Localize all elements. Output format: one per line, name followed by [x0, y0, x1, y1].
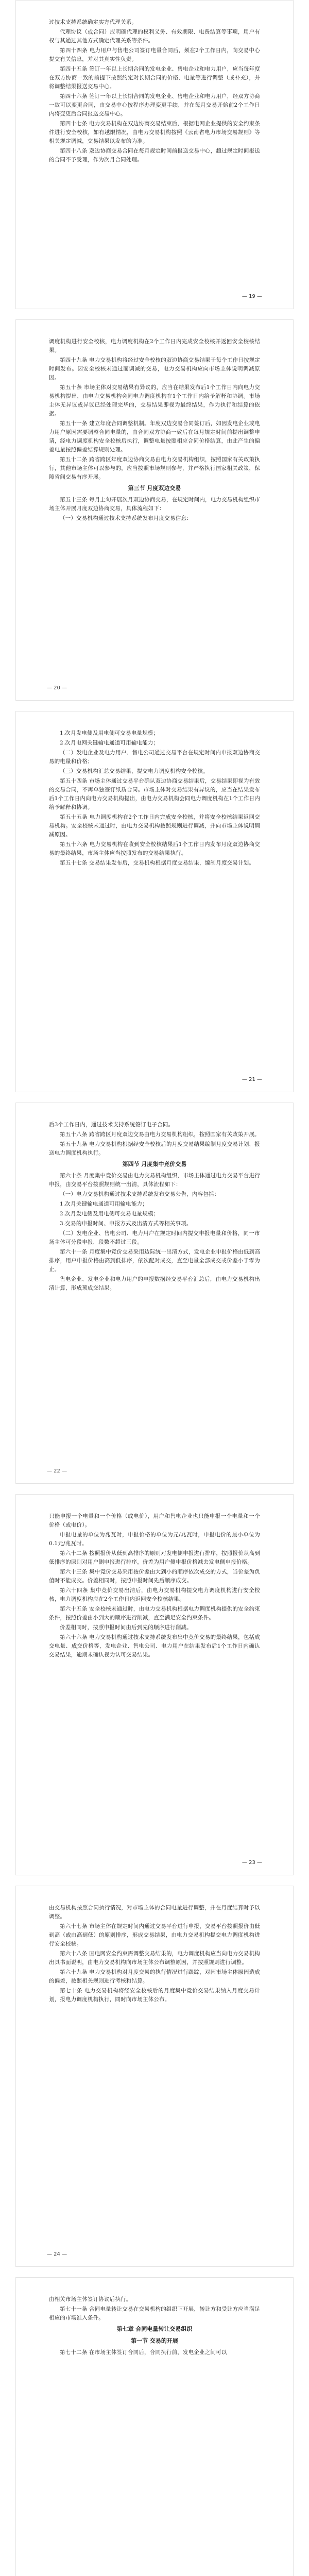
paragraph: （二）发电企业、售电公司、电力用户在规定时间内提交申报电量和价格，同一市场主体可分段申报，段数不超过三段。: [49, 1230, 260, 1245]
paragraph: 后3个工作日内，通过技术支持系统签订电子合同。: [49, 1122, 174, 1128]
section-heading: 第四节 月度集中竞价交易: [122, 1161, 187, 1167]
paragraph: 第六十三条 集中竞价交易采用按价差由大到小的顺序依次成交的方式，当价差为负值时不能成交。价差相同时，按照申报时间先后顺序成交。: [49, 1569, 260, 1584]
paragraph: 第四十四条 电力用户与售电公司签订电量合同后，须在2个工作日内，向交易中心提交有关信息，并对其真实性负责。: [49, 47, 260, 62]
paragraph: 3.交易的申报时间、申报方式及出清方式等相关事项。: [60, 1221, 192, 1227]
paragraph: 第五十二条 跨省跨区年度双边协商交易由电力交易机构组织，按照国家有关政策执行，其他市场主体可以参与的，应当按照市场规则参与，并严格执行国家相关政策，保障省间交易有序开展。: [49, 456, 260, 480]
paragraph: 2.次月发电侧及用电侧可交易电量规模；: [60, 1211, 159, 1217]
paragraph: 第六十八条 因电网安全约束需调整交易结果的，电力调度机构应当向电力交易机构出具书面说明，由电力交易机构向市场主体公布调整原因，并按照规则进行调整。: [49, 1951, 260, 1965]
paragraph: 第四十九条 电力交易机构将经过安全校核的双边协商交易结果于每个工作日按规定时间发布。因安全校核未通过而调减的交易，电力交易机构应向市场主体说明调减原因。: [49, 357, 260, 381]
page-number: — 20 —: [47, 685, 67, 691]
paragraph: 过技术支持系统确定实方代理关系。: [49, 19, 138, 25]
paragraph: 价差相同时，按照申报时间由后到先的顺序进行削减。: [60, 1624, 192, 1631]
document-page-2: [15, 319, 294, 701]
paragraph: 代理协议（或合同）应明确代理的权利义务、有效期限、电费结算等事项，用户有权与其通过其他方式确定代理关系等条件。: [49, 29, 260, 44]
paragraph: 第五十六条 电力交易机构在收到安全校核结果后1个工作日内发布月度双边协商交易的最终结果，市场主体应当按照发布的交易结果执行。: [49, 841, 260, 856]
paragraph: （一）电力交易机构通过技术支持系统发布交易公告，内容包括：: [60, 1191, 220, 1197]
paragraph: 第六十七条 市场主体在规定时间内通过交易平台进行申报，交易平台按照报价由低到高（或由高到低）的原则排序，形成交易结果，由电力交易机构提交电力调度机构进行安全校核。: [49, 1923, 260, 1947]
page-number: — 24 —: [47, 2251, 67, 2257]
paragraph: 第六十五条 安全校核未通过时，由电力交易机构根据电力调度机构提供的安全约束条件，按照价差由小到大的顺序进行削减，直至满足安全约束条件。: [49, 1606, 260, 1621]
paragraph: 第五十五条 电力调度机构在2个工作日内完成安全校核，并将安全校核结果返回交易机构。安全校核未通过时，由电力交易机构按照规则进行调减，并向市场主体说明调减原因。: [49, 814, 260, 838]
paragraph: 第六十条 月度集中竞价交易由电力交易机构组织，市场主体通过电力交易平台进行申报，由交易平台按照规则统一出清，具体流程如下：: [49, 1173, 260, 1188]
document-page-5: [15, 1494, 294, 1875]
document-page-6: [15, 1886, 294, 2267]
paragraph: 第四十六条 签订一年以上长期合同的发电企业、售电企业和电力用户，经双方协商一致可以变更合同，由交易中心按程序办理变更手续，并在每月交易开始前2个工作日内将变更后合同报送交易中心。: [49, 93, 260, 117]
paragraph: 第六十九条 电力交易机构对月度交易的执行情况进行跟踪，对因市场主体原因造成的偏差，按照相关规则进行考核和结算。: [49, 1969, 260, 1984]
paragraph: 第五十四条 市场主体通过交易平台确认双边协商交易结果后，交易结果即视为有效的交易合同，不再单独签订纸质合同。市场主体对交易结果有异议的，应当在结果发布后1个工作日内向电力交易机构提出，由电力交易机构会同电力调度机构在1个工作日内给予解释和协调。: [49, 778, 260, 810]
paragraph: 1.次月发电侧及用电侧可交易电量规模；: [60, 730, 159, 736]
page-number: — 23 —: [242, 1860, 262, 1866]
paragraph: 只能申报一个电量和一个价格（或电价），用户和售电企业也只能申报一个电量和一个价格（或电价）。: [49, 1513, 260, 1528]
paragraph: 第四十七条 电力交易机构在双边协商交易结束后，根据电网企业提供的安全约束条件进行安全校核，如有越限情况，由电力交易机构按照《云南省电力市场交易规则》等相关规定调减，交易结果以发布的为准。: [49, 121, 260, 144]
paragraph: 第五十七条 交易结果发布后，交易机构根据月度交易结果，编制月度交易计划。: [60, 860, 255, 866]
paragraph: 由相关市场主体签订协议后执行。: [49, 2296, 132, 2302]
paragraph: 第四十五条 签订一年以上长期合同的发电企业、售电企业和电力用户，应当每年度在双方协商一致的前提下按照约定对长期合同的价格、电量等进行调整（或补充），并将调整结果报送交易中心。: [49, 66, 260, 90]
paragraph: （三）交易机构汇总交易结果，提交电力调度机构安全校核。: [60, 768, 209, 774]
section-heading: 第一节 交易的开展: [131, 2337, 178, 2344]
section-heading: 第三节 月度双边交易: [128, 485, 181, 492]
paragraph: 第五十一条 建立年度合同调整机制。年度双边交易合同签订后，如因发电企业或电力用户原因需要调整合同电量的，由合同双方协商一致后在每月规定时间前提出调整申请，经电力调度机构安全校核后执行，调整电量按照相应合同价格结算，由此产生的偏差电量按照偏差结算规则处理。: [49, 420, 260, 453]
paragraph: 调度机构进行安全校核，电力调度机构在2个工作日内完成安全校核并返回安全校核结果。: [49, 338, 260, 353]
document-page-1: [15, 0, 294, 309]
paragraph: 2.次月电网关键输电通道可用输电能力；: [60, 740, 159, 746]
paragraph: 售电企业、发电企业和电力用户的申报数据经交易平台汇总后，由电力交易机构出清计算，形成预成交结果。: [49, 1276, 260, 1291]
paragraph: 第七十条 电力交易机构将经安全校核后的月度集中竞价交易结果纳入月度交易计划，报电力调度机构执行，同时向市场主体公布。: [49, 1988, 260, 2003]
paragraph: 申报电量的单位为兆瓦时，申报价格的单位为元/兆瓦时，申报电价的最小单位为0.1元/兆瓦时。: [49, 1532, 260, 1547]
paragraph: 第五十条 市场主体对交易结果有异议的，应当在结果发布后1个工作日内向电力交易机构提出，由电力交易机构会同电力调度机构在1个工作日内给予解释和协调。市场主体无异议或异议已经处理完毕的，交易结果即视为最终结果，作为执行和结算的依据。: [49, 384, 260, 417]
document-page-4: [15, 1103, 294, 1484]
paragraph: 第七十一条 合同电量转让交易在交易机构的组织下开展，转让方和受让方应当满足相应的市场准入条件。: [49, 2306, 260, 2321]
paragraph: 1.次月关键输电通道可用输电能力；: [60, 1201, 148, 1207]
paragraph: 第六十四条 集中竞价交易出清后，由电力交易机构提交电力调度机构进行安全校核，电力调度机构应在2个工作日内返回安全校核结果。: [49, 1587, 260, 1602]
paragraph: （二）发电企业及电力用户、售电公司通过交易平台在规定时间内申报双边协商交易的电量和价格；: [49, 750, 260, 765]
paragraph: 第七十二条 在市场主体签订合同后，合同执行前，发电企业之间可以: [60, 2349, 227, 2355]
chapter-heading: 第七章 合同电量转让交易组织: [116, 2326, 193, 2332]
page-number: — 19 —: [242, 294, 262, 299]
paragraph: 第五十九条 电力交易机构根据经安全校核后的月度交易结果编制月度交易计划，报送电力调度机构执行。: [49, 1141, 260, 1156]
document-page-3: [15, 711, 294, 1092]
page-number: — 22 —: [47, 1468, 67, 1474]
paragraph: 第六十一条 月度集中竞价交易采用边际统一出清方式，发电企业申报价格由低到高排序，用户申报价格由高到低排序，依次配对成交，直至电量全部成交或价差小于零为止。: [49, 1249, 260, 1273]
paragraph: 第六十六条 电力交易机构通过技术支持系统发布集中竞价交易的最终结果，包括成交电量、成交价格等，发电企业、售电公司、电力用户在结果发布后1个工作日内确认交易结果，逾期未确认视为认可交易结果。: [49, 1634, 260, 1658]
document-page-7: [15, 2277, 294, 2576]
page-number: — 21 —: [242, 1077, 262, 1082]
paragraph: 第五十八条 跨省跨区月度双边交易由电力交易机构组织，按照国家有关政策开展。: [60, 1131, 260, 1138]
paragraph: 第六十二条 按照报价从低到高排序的原则对发电侧申报进行排序，按照报价从高到低排序的原则对用户侧申报进行排序，价差为用户侧申报价格减去发电侧申报价格。: [49, 1550, 260, 1565]
paragraph: （一）交易机构通过技术支持系统发布月度交易信息：: [60, 515, 192, 521]
paragraph: 第四十八条 双边协商交易合同在每月规定时间前报送交易中心，超过规定时间报送的合同不予受理，作为次月合同处理。: [49, 148, 260, 163]
paragraph: 第五十三条 每月上旬开展次月双边协商交易，在规定时间内，电力交易机构组织市场主体开展月度双边协商交易，具体流程如下：: [49, 497, 260, 512]
paragraph: 由交易机构按照合同执行情况，对市场主体的合同电量进行调整，并在月度结算时予以调整。: [49, 1905, 260, 1920]
